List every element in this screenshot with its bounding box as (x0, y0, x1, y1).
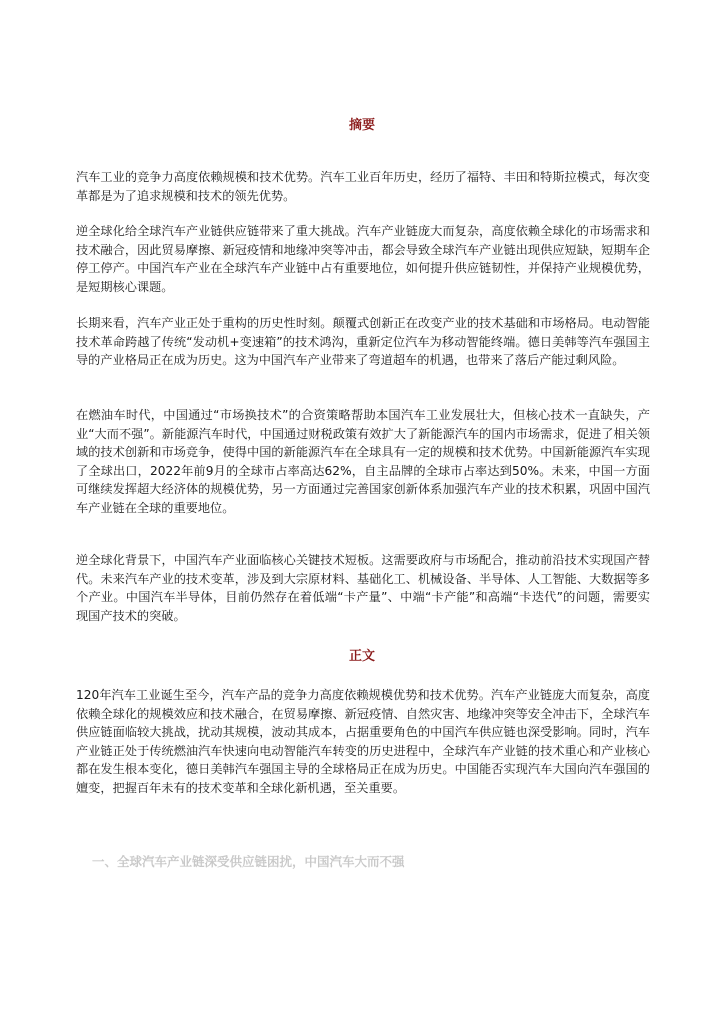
abstract-paragraph-1: 汽车工业的竞争力高度依赖规模和技术优势。汽车工业百年历史，经历了福特、丰田和特斯拉模式，每次变革都是为了追求规模和技术的领先优势。 (76, 170, 650, 203)
abstract-paragraph-4: 在燃油车时代，中国通过“市场换技术”的合资策略帮助本国汽车工业发展壮大，但核心技术一直缺失，产业“大而不强”。新能源汽车时代，中国通过财税政策有效扩大了新能源汽车的国内市场需求，促进了相关领域的技术创新和市场竞争，使得中国的新能源汽车在全球具有一定的规模和技术优势。中国新能源汽车实现了全球出口，2022年前9月的全球市占率高达62%，自主品牌的全球市占率达到50%。未来，中国一方面可继续发挥超大经济体的规模优势，另一方面通过完善国家创新体系加强汽车产业的技术积累，巩固中国汽车产业链在全球的重要地位。 (76, 408, 650, 515)
abstract-paragraph-3: 长期来看，汽车产业正处于重构的历史性时刻。颠覆式创新正在改变产业的技术基础和市场格局。电动智能技术革命跨越了传统“发动机+变速箱”的技术鸿沟，重新定位汽车为移动智能终端。德日美韩等汽车强国主导的产业格局正在成为历史。这为中国汽车产业带来了弯道超车的机遇，也带来了落后产能过剩风险。 (76, 316, 650, 368)
abstract-paragraph-5: 逆全球化背景下，中国汽车产业面临核心关键技术短板。这需要政府与市场配合，推动前沿技术实现国产替代。未来汽车产业的技术变革，涉及到大宗原材料、基础化工、机械设备、半导体、人工智能、大数据等多个产业。中国汽车半导体，目前仍然存在着低端“卡产量”、中端“卡产能”和高端“卡迭代”的问题，需要实现国产技术的突破。 (76, 553, 650, 623)
abstract-paragraph-2: 逆全球化给全球汽车产业链供应链带来了重大挑战。汽车产业链庞大而复杂，高度依赖全球化的市场需求和技术融合，因此贸易摩擦、新冠疫情和地缘冲突等冲击，都会导致全球汽车产业链出现供应短缺，短期车企停工停产。中国汽车产业在全球汽车产业链中占有重要地位，如何提升供应链韧性，并保持产业规模优势，是短期核心课题。 (76, 224, 650, 294)
body-paragraph-1: 120年汽车工业诞生至今，汽车产品的竞争力高度依赖规模优势和技术优势。汽车产业链庞大而复杂，高度依赖全球化的规模效应和技术融合，在贸易摩擦、新冠疫情、自然灾害、地缘冲突等安全冲击下，全球汽车供应链面临较大挑战，扰动其规模，波动其成本，占据重要角色的中国汽车供应链也深受影响。同时，汽车产业链正处于传统燃油汽车快速向电动智能汽车转变的历史进程中，全球汽车产业链的技术重心和产业核心都在发生根本变化，德日美韩汽车强国主导的全球格局正在成为历史。中国能否实现汽车大国向汽车强国的嬗变，把握百年未有的技术变革和全球化新机遇，至关重要。 (76, 688, 650, 795)
abstract-title: 摘要 (348, 118, 375, 133)
section-heading-1: 一、全球汽车产业链深受供应链困扰，中国汽车大而不强 (92, 854, 405, 869)
body-title: 正文 (348, 649, 375, 664)
